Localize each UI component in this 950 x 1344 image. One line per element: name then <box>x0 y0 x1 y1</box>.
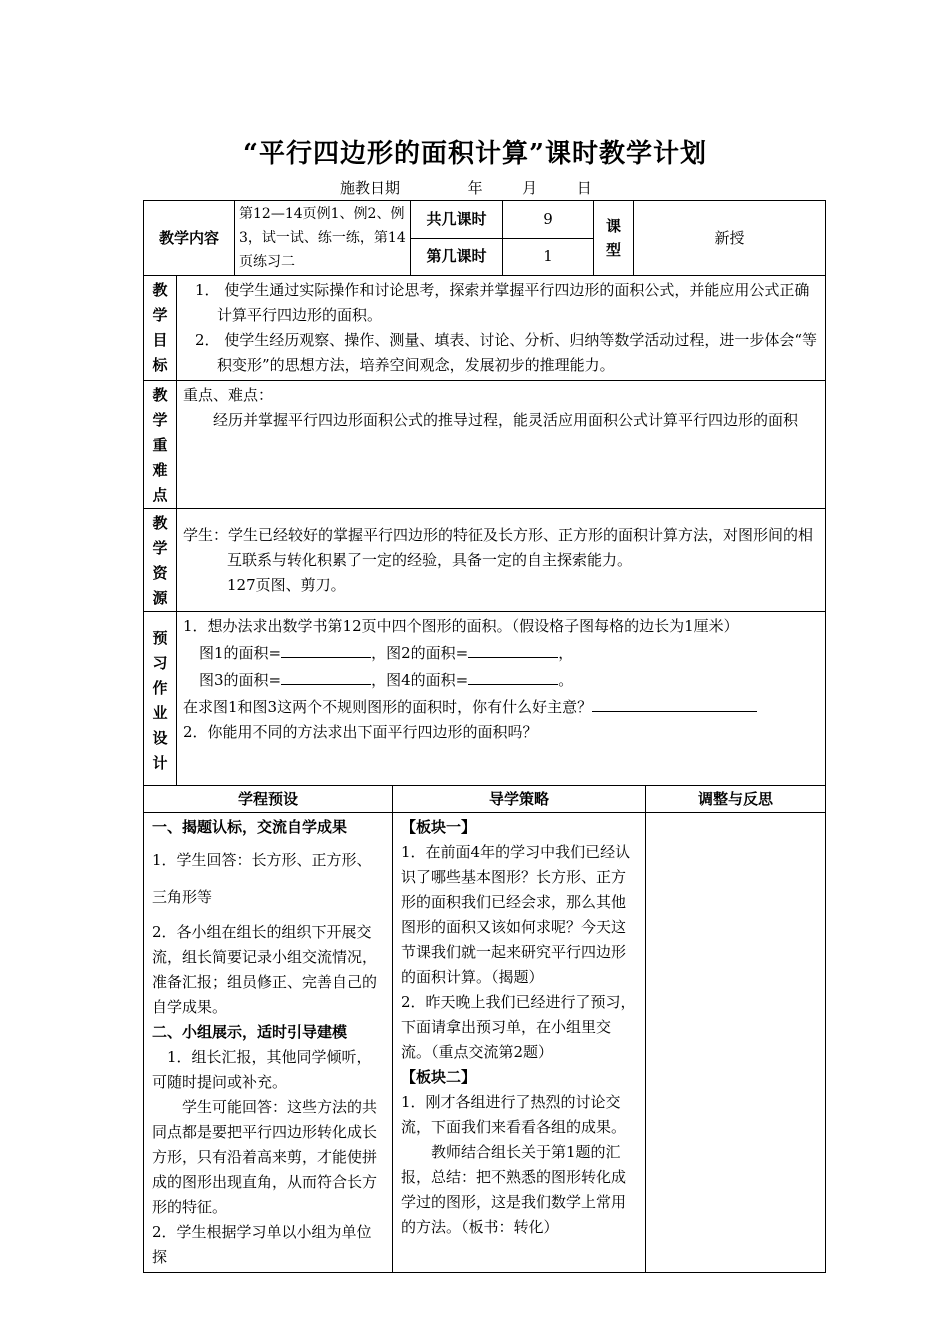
date-month: 月 <box>522 179 538 197</box>
section-1-p2: 2．各小组在组长的组织下开展交流，组长简要记录小组交流情况，准备汇报；组员修正、完善自己的自学成果。 <box>152 923 378 1016</box>
blank-fig4[interactable] <box>468 666 558 685</box>
goal-item-2: 2． 使学生经历观察、操作、测量、填表、讨论、分析、归纳等数学活动过程，进一步体会“等积变形”的思想方法，培养空间观念，发展初步的推理能力。 <box>195 331 817 374</box>
goals-content <box>177 276 826 381</box>
lesson-plan-table <box>143 200 826 1273</box>
page-title: “平行四边形的面积计算”课时教学计划 <box>243 139 707 169</box>
lesson-type-label-2: 型 <box>606 241 622 259</box>
date-label: 施教日期 <box>340 179 401 197</box>
resources-line-2: 127页图、剪刀。 <box>227 576 346 594</box>
key-points-text: 经历并掌握平行四边形面积公式的推导过程，能灵活应用面积公式计算平行四边形的面积 <box>213 411 799 429</box>
block-1-title: 【板块一】 <box>401 818 477 836</box>
nth-lesson-label: 第几课时 <box>411 238 503 276</box>
preview-q1: 1．想办法求出数学书第12页中四个图形的面积。（假设格子图每格的边长为1厘米） <box>183 617 739 635</box>
key-points-content <box>177 381 826 509</box>
nth-lesson-value: 1 <box>503 238 594 276</box>
lesson-type-label-1: 课 <box>606 217 622 235</box>
section-1-p1: 1．学生回答：长方形、正方形、三角形等 <box>152 851 372 906</box>
preview-idea: 在求图1和图3这两个不规则图形的面积时，你有什么好主意？ <box>183 693 819 720</box>
total-lessons-label: 共几课时 <box>411 201 503 239</box>
key-points-heading: 重点、难点： <box>183 386 274 404</box>
key-points-label: 教 学 重 难 点 <box>144 381 177 509</box>
lesson-type-label <box>594 201 634 276</box>
blank-fig1[interactable] <box>281 639 371 658</box>
block-2-p2: 教师结合组长关于第1题的汇报，总结：把不熟悉的图形转化成学过的图形，这是我们数学上常用的方法。（板书：转化） <box>401 1143 627 1236</box>
preview-q2: 2．你能用不同的方法求出下面平行四边形的面积吗？ <box>183 723 538 741</box>
block-2-title: 【板块二】 <box>401 1068 477 1086</box>
resources-line-1: 学生：学生已经较好的掌握平行四边形的特征及长方形、正方形的面积计算方法，对图形间的相互联系与转化积累了一定的经验，具备一定的自主探索能力。 <box>183 526 814 569</box>
blank-idea[interactable] <box>592 693 757 712</box>
date-day: 日 <box>576 179 592 197</box>
date-line <box>340 177 592 198</box>
reflection-column[interactable] <box>646 813 826 1273</box>
content-text: 第12—14页例1、例2、例3，试一试、练一练，第14页练习二 <box>235 201 411 276</box>
section-2-p2: 学生可能回答：这些方法的共同点都是要把平行四边形转化成长方形，只有沿着高来剪，才能使拼成的图形出现直角，从而符合长方形的特征。 <box>152 1098 378 1216</box>
resources-content <box>177 509 826 612</box>
col-header-student: 学程预设 <box>144 786 393 813</box>
preview-label: 预 习 作 业 设 计 <box>144 612 177 786</box>
preview-fig-row-2: 图3的面积= ，图4的面积= 。 <box>183 666 819 693</box>
student-process-column <box>144 813 393 1273</box>
guidance-strategy-column <box>393 813 646 1273</box>
col-header-strategy: 导学策略 <box>393 786 646 813</box>
block-1-p1: 1．在前面4年的学习中我们已经认识了哪些基本图形？长方形、正方形的面积我们已经会求，那么其他图形的面积又该如何求呢？今天这节课我们就一起来研究平行四边形的面积计算。（揭题） <box>401 843 631 986</box>
lesson-type-value: 新授 <box>634 201 826 276</box>
section-2-p1: 1．组长汇报，其他同学倾听，可随时提问或补充。 <box>152 1048 372 1091</box>
preview-content <box>177 612 826 786</box>
block-2-p1: 1．刚才各组进行了热烈的讨论交流，下面我们来看看各组的成果。 <box>401 1093 627 1136</box>
total-lessons-value: 9 <box>503 201 594 239</box>
section-2-title: 二、小组展示，适时引导建模 <box>152 1023 348 1041</box>
blank-fig2[interactable] <box>468 639 558 658</box>
col-header-reflection: 调整与反思 <box>646 786 826 813</box>
blank-fig3[interactable] <box>281 666 371 685</box>
goals-label: 教 学 目 标 <box>144 276 177 381</box>
section-2-p3: 2．学生根据学习单以小组为单位探 <box>152 1223 372 1266</box>
section-1-title: 一、揭题认标，交流自学成果 <box>152 818 348 836</box>
date-year: 年 <box>467 179 483 197</box>
content-label: 教学内容 <box>144 201 235 276</box>
goal-item-1: 1． 使学生通过实际操作和讨论思考，探索并掌握平行四边形的面积公式，并能应用公式正确计算平行四边形的面积。 <box>195 281 810 324</box>
preview-fig-row-1: 图1的面积= ，图2的面积= ， <box>183 639 819 666</box>
block-1-p2: 2．昨天晚上我们已经进行了预习，下面请拿出预习单，在小组里交流。（重点交流第2题） <box>401 993 636 1061</box>
resources-label: 教 学 资 源 <box>144 509 177 612</box>
